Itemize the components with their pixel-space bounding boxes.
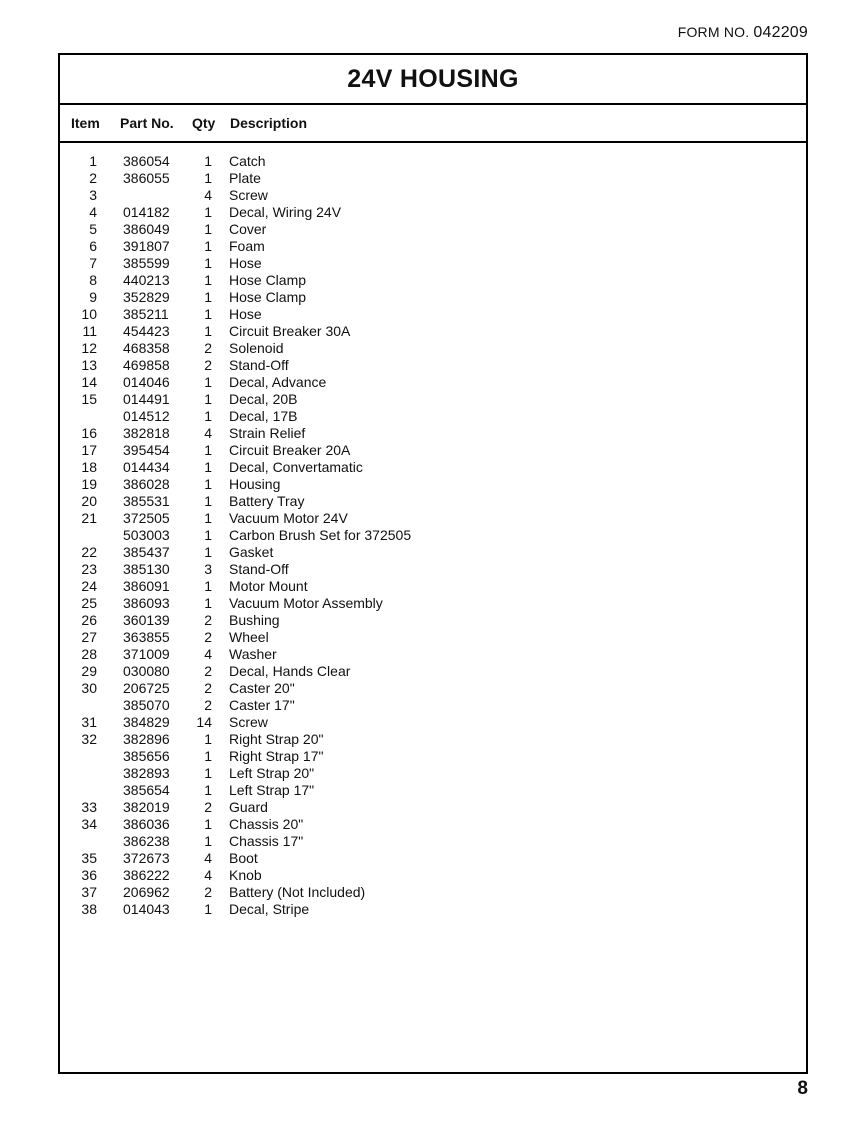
quantity: 1 <box>204 901 212 917</box>
table-row <box>60 731 806 748</box>
part-number: 386091 <box>123 578 170 594</box>
part-number: 395454 <box>123 442 170 458</box>
description: Battery Tray <box>229 493 305 509</box>
quantity: 14 <box>196 714 212 730</box>
quantity: 1 <box>204 238 212 254</box>
quantity: 3 <box>204 561 212 577</box>
item-number: 2 <box>89 170 97 186</box>
description: Guard <box>229 799 268 815</box>
part-number: 385437 <box>123 544 170 560</box>
table-row <box>60 493 806 510</box>
item-number: 7 <box>89 255 97 271</box>
description: Hose <box>229 255 262 271</box>
part-number: 468358 <box>123 340 170 356</box>
table-row <box>60 629 806 646</box>
description: Decal, 20B <box>229 391 298 407</box>
item-number: 5 <box>89 221 97 237</box>
table-row <box>60 612 806 629</box>
part-number: 385531 <box>123 493 170 509</box>
item-number: 35 <box>81 850 97 866</box>
description: Bushing <box>229 612 280 628</box>
quantity: 2 <box>204 663 212 679</box>
part-number: 382893 <box>123 765 170 781</box>
quantity: 1 <box>204 748 212 764</box>
table-row <box>60 646 806 663</box>
table-row <box>60 306 806 323</box>
description: Solenoid <box>229 340 284 356</box>
description: Knob <box>229 867 262 883</box>
item-number: 16 <box>81 425 97 441</box>
part-number: 382019 <box>123 799 170 815</box>
quantity: 1 <box>204 833 212 849</box>
quantity: 1 <box>204 408 212 424</box>
part-number: 382896 <box>123 731 170 747</box>
quantity: 1 <box>204 204 212 220</box>
table-row <box>60 578 806 595</box>
page-title: 24V HOUSING <box>60 55 806 105</box>
quantity: 4 <box>204 425 212 441</box>
description: Catch <box>229 153 266 169</box>
table-row <box>60 765 806 782</box>
part-number: 386222 <box>123 867 170 883</box>
parts-list-frame <box>58 53 808 1074</box>
item-number: 6 <box>89 238 97 254</box>
item-number: 13 <box>81 357 97 373</box>
part-number: 385211 <box>123 306 169 322</box>
description: Right Strap 20" <box>229 731 324 747</box>
part-number: 352829 <box>123 289 170 305</box>
part-number: 503003 <box>123 527 170 543</box>
quantity: 1 <box>204 289 212 305</box>
quantity: 1 <box>204 578 212 594</box>
description: Stand-Off <box>229 357 289 373</box>
part-number: 014046 <box>123 374 170 390</box>
item-number: 22 <box>81 544 97 560</box>
part-number: 014182 <box>123 204 170 220</box>
description: Cover <box>229 221 267 237</box>
item-number: 24 <box>81 578 97 594</box>
quantity: 1 <box>204 374 212 390</box>
quantity: 2 <box>204 357 212 373</box>
item-number: 11 <box>82 323 97 339</box>
column-header-qty: Qty <box>192 115 216 131</box>
table-row <box>60 799 806 816</box>
item-number: 15 <box>81 391 97 407</box>
table-row <box>60 884 806 901</box>
item-number: 10 <box>81 306 97 322</box>
quantity: 1 <box>204 510 212 526</box>
part-number: 391807 <box>123 238 170 254</box>
quantity: 1 <box>204 527 212 543</box>
column-header-part-no: Part No. <box>120 115 174 131</box>
table-row <box>60 850 806 867</box>
parts-table-body <box>60 143 806 918</box>
item-number: 14 <box>81 374 97 390</box>
column-header-item: Item <box>71 115 100 131</box>
description: Washer <box>229 646 277 662</box>
part-number: 386049 <box>123 221 170 237</box>
table-row <box>60 323 806 340</box>
table-row <box>60 595 806 612</box>
description: Chassis 20" <box>229 816 304 832</box>
quantity: 2 <box>204 629 212 645</box>
part-number: 030080 <box>123 663 170 679</box>
description: Caster 17" <box>229 697 295 713</box>
item-number: 32 <box>81 731 97 747</box>
part-number: 014434 <box>123 459 170 475</box>
part-number: 386036 <box>123 816 170 832</box>
table-row <box>60 425 806 442</box>
quantity: 1 <box>204 170 212 186</box>
page-number: 8 <box>797 1078 808 1099</box>
table-row <box>60 391 806 408</box>
table-row <box>60 816 806 833</box>
description: Circuit Breaker 30A <box>229 323 351 339</box>
quantity: 2 <box>204 697 212 713</box>
table-row <box>60 833 806 850</box>
quantity: 1 <box>204 306 212 322</box>
part-number: 385656 <box>123 748 170 764</box>
quantity: 1 <box>204 459 212 475</box>
table-row <box>60 782 806 799</box>
item-number: 34 <box>81 816 97 832</box>
quantity: 1 <box>204 442 212 458</box>
item-number: 4 <box>89 204 97 220</box>
item-number: 17 <box>81 442 97 458</box>
description: Decal, 17B <box>229 408 298 424</box>
table-row <box>60 510 806 527</box>
item-number: 30 <box>81 680 97 696</box>
table-row <box>60 255 806 272</box>
quantity: 2 <box>204 799 212 815</box>
table-row <box>60 238 806 255</box>
quantity: 2 <box>204 884 212 900</box>
form-number-label: FORM NO. <box>677 24 750 40</box>
table-row <box>60 561 806 578</box>
description: Decal, Stripe <box>229 901 310 917</box>
item-number: 33 <box>81 799 97 815</box>
quantity: 1 <box>204 153 212 169</box>
form-number <box>678 24 808 42</box>
part-number: 372673 <box>123 850 170 866</box>
item-number: 31 <box>81 714 97 730</box>
item-number: 38 <box>81 901 97 917</box>
part-number: 385654 <box>123 782 170 798</box>
table-row <box>60 340 806 357</box>
item-number: 3 <box>89 187 97 203</box>
quantity: 1 <box>204 221 212 237</box>
part-number: 206962 <box>123 884 170 900</box>
quantity: 1 <box>204 731 212 747</box>
table-row <box>60 170 806 187</box>
table-row <box>60 272 806 289</box>
part-number: 386055 <box>123 170 170 186</box>
description: Left Strap 20" <box>229 765 315 781</box>
item-number: 37 <box>81 884 97 900</box>
table-row <box>60 663 806 680</box>
description: Carbon Brush Set for 372505 <box>229 527 412 543</box>
part-number: 454423 <box>123 323 170 339</box>
part-number: 360139 <box>123 612 170 628</box>
quantity: 1 <box>204 272 212 288</box>
part-number: 386093 <box>123 595 170 611</box>
description: Housing <box>229 476 281 492</box>
description: Gasket <box>229 544 274 560</box>
quantity: 4 <box>204 187 212 203</box>
table-row <box>60 901 806 918</box>
item-number: 18 <box>81 459 97 475</box>
description: Right Strap 17" <box>229 748 324 764</box>
part-number: 385599 <box>123 255 170 271</box>
description: Decal, Wiring 24V <box>229 204 342 220</box>
description: Plate <box>229 170 261 186</box>
part-number: 014512 <box>123 408 170 424</box>
part-number: 014491 <box>123 391 170 407</box>
description: Decal, Advance <box>229 374 327 390</box>
description: Wheel <box>229 629 269 645</box>
description: Motor Mount <box>229 578 308 594</box>
form-number-value: 042209 <box>753 24 808 41</box>
part-number: 014043 <box>123 901 170 917</box>
description: Vacuum Motor 24V <box>229 510 348 526</box>
description: Hose <box>229 306 262 322</box>
description: Battery (Not Included) <box>229 884 366 900</box>
part-number: 363855 <box>123 629 170 645</box>
part-number: 386238 <box>123 833 170 849</box>
quantity: 1 <box>204 476 212 492</box>
quantity: 1 <box>204 323 212 339</box>
description: Circuit Breaker 20A <box>229 442 351 458</box>
item-number: 27 <box>81 629 97 645</box>
part-number: 385070 <box>123 697 170 713</box>
table-row <box>60 527 806 544</box>
part-number: 385130 <box>123 561 170 577</box>
table-row <box>60 153 806 170</box>
quantity: 1 <box>204 391 212 407</box>
table-row <box>60 221 806 238</box>
description: Screw <box>229 714 268 730</box>
description: Stand-Off <box>229 561 289 577</box>
description: Foam <box>229 238 265 254</box>
item-number: 28 <box>81 646 97 662</box>
table-header <box>60 105 806 143</box>
item-number: 8 <box>89 272 97 288</box>
table-row <box>60 374 806 391</box>
table-row <box>60 680 806 697</box>
quantity: 1 <box>204 816 212 832</box>
quantity: 2 <box>204 612 212 628</box>
quantity: 1 <box>204 765 212 781</box>
description: Boot <box>229 850 258 866</box>
item-number: 29 <box>81 663 97 679</box>
description: Decal, Convertamatic <box>229 459 363 475</box>
description: Strain Relief <box>229 425 306 441</box>
quantity: 4 <box>204 867 212 883</box>
item-number: 1 <box>89 153 97 169</box>
quantity: 4 <box>204 646 212 662</box>
table-row <box>60 459 806 476</box>
item-number: 23 <box>81 561 97 577</box>
part-number: 440213 <box>123 272 170 288</box>
column-header-description: Description <box>230 115 308 131</box>
description: Left Strap 17" <box>229 782 315 798</box>
table-row <box>60 289 806 306</box>
item-number: 36 <box>81 867 97 883</box>
quantity: 4 <box>204 850 212 866</box>
table-row <box>60 867 806 884</box>
quantity: 1 <box>204 782 212 798</box>
item-number: 9 <box>89 289 97 305</box>
description: Chassis 17" <box>229 833 304 849</box>
item-number: 12 <box>81 340 97 356</box>
description: Caster 20" <box>229 680 295 696</box>
quantity: 1 <box>204 595 212 611</box>
item-number: 20 <box>81 493 97 509</box>
item-number: 25 <box>81 595 97 611</box>
part-number: 372505 <box>123 510 170 526</box>
quantity: 1 <box>204 493 212 509</box>
item-number: 26 <box>81 612 97 628</box>
description: Screw <box>229 187 268 203</box>
item-number: 21 <box>81 510 97 526</box>
part-number: 386028 <box>123 476 170 492</box>
item-number: 19 <box>81 476 97 492</box>
part-number: 382818 <box>123 425 170 441</box>
table-row <box>60 476 806 493</box>
description: Vacuum Motor Assembly <box>229 595 383 611</box>
quantity: 1 <box>204 255 212 271</box>
description: Hose Clamp <box>229 272 307 288</box>
quantity: 2 <box>204 680 212 696</box>
quantity: 1 <box>204 544 212 560</box>
part-number: 469858 <box>123 357 170 373</box>
part-number: 371009 <box>123 646 170 662</box>
part-number: 206725 <box>123 680 170 696</box>
part-number: 384829 <box>123 714 170 730</box>
table-row <box>60 697 806 714</box>
table-row <box>60 187 806 204</box>
table-row <box>60 408 806 425</box>
part-number: 386054 <box>123 153 170 169</box>
table-row <box>60 204 806 221</box>
table-row <box>60 714 806 731</box>
quantity: 2 <box>204 340 212 356</box>
description: Decal, Hands Clear <box>229 663 351 679</box>
description: Hose Clamp <box>229 289 307 305</box>
table-row <box>60 544 806 561</box>
table-row <box>60 442 806 459</box>
table-row <box>60 357 806 374</box>
table-row <box>60 748 806 765</box>
